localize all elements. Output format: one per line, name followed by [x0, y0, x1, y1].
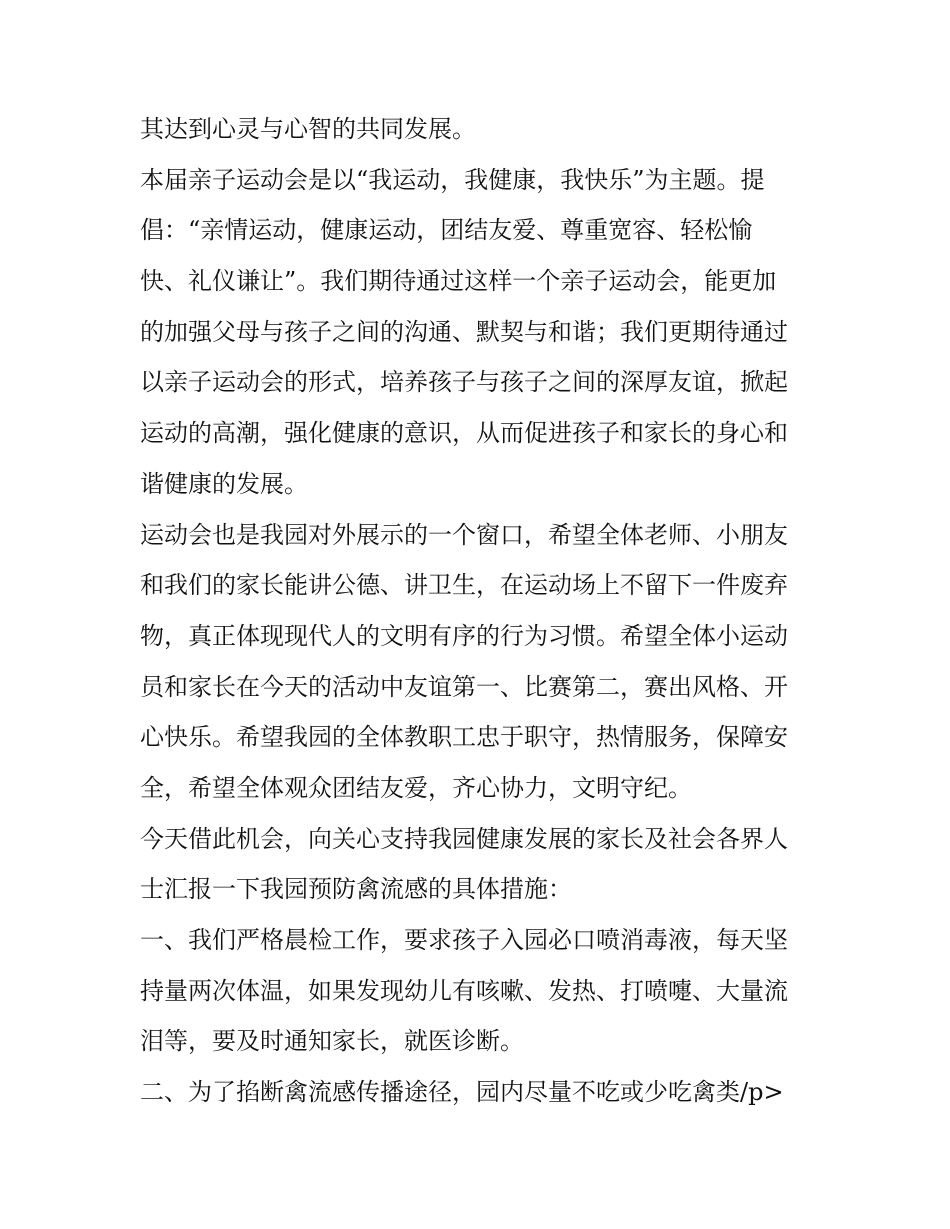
text-line: 的加强父母与孩子之间的沟通、默契与和谐；我们更期待通过 [140, 317, 788, 346]
text-line: 其达到心灵与心智的共同发展。 [140, 115, 476, 143]
text-line: 本届亲子运动会是以“我运动，我健康，我快乐”为主题。提 [140, 165, 765, 194]
text-line: 以亲子运动会的形式，培养孩子与孩子之间的深厚友谊，掀起 [140, 368, 788, 397]
text-line: 今天借此机会，向关心支持我园健康发展的家长及社会各界人 [140, 824, 788, 853]
text-line: 员和家长在今天的活动中友谊第一、比赛第二，赛出风格、开 [140, 672, 788, 701]
text-line: 谐健康的发展。 [140, 469, 308, 498]
text-line: 持量两次体温，如果发现幼儿有咳嗽、发热、打喷嚏、大量流 [140, 976, 788, 1005]
text-line: 运动的高潮，强化健康的意识，从而促进孩子和家长的身心和 [140, 419, 788, 448]
text-line: 快、礼仪谦让”。我们期待通过这样一个亲子运动会，能更加 [140, 267, 777, 296]
document-body [140, 104, 820, 1118]
text-line: 物，真正体现现代人的文明有序的行为习惯。希望全体小运动 [140, 621, 788, 650]
text-line: 和我们的家长能讲公德、讲卫生，在运动场上不留下一件废弃 [140, 571, 788, 600]
text-line: 士汇报一下我园预防禽流感的具体措施： [140, 875, 572, 904]
text-line: 心快乐。希望我园的全体教职工忠于职守，热情服务，保障安 [140, 723, 788, 752]
text-line: 泪等，要及时通知家长，就医诊断。 [140, 1027, 524, 1056]
text-line: 一、我们严格晨检工作，要求孩子入园必口喷消毒液，每天坚 [140, 926, 788, 954]
text-line: 二、为了掐断禽流感传播途径，园内尽量不吃或少吃禽类/p> [140, 1078, 784, 1107]
text-line: 运动会也是我园对外展示的一个窗口，希望全体老师、小朋友 [140, 520, 788, 549]
text-line: 倡：“亲情运动，健康运动，团结友爱、尊重宽容、轻松愉 [140, 216, 753, 245]
text-line: 全，希望全体观众团结友爱，齐心协力，文明守纪。 [140, 773, 692, 802]
